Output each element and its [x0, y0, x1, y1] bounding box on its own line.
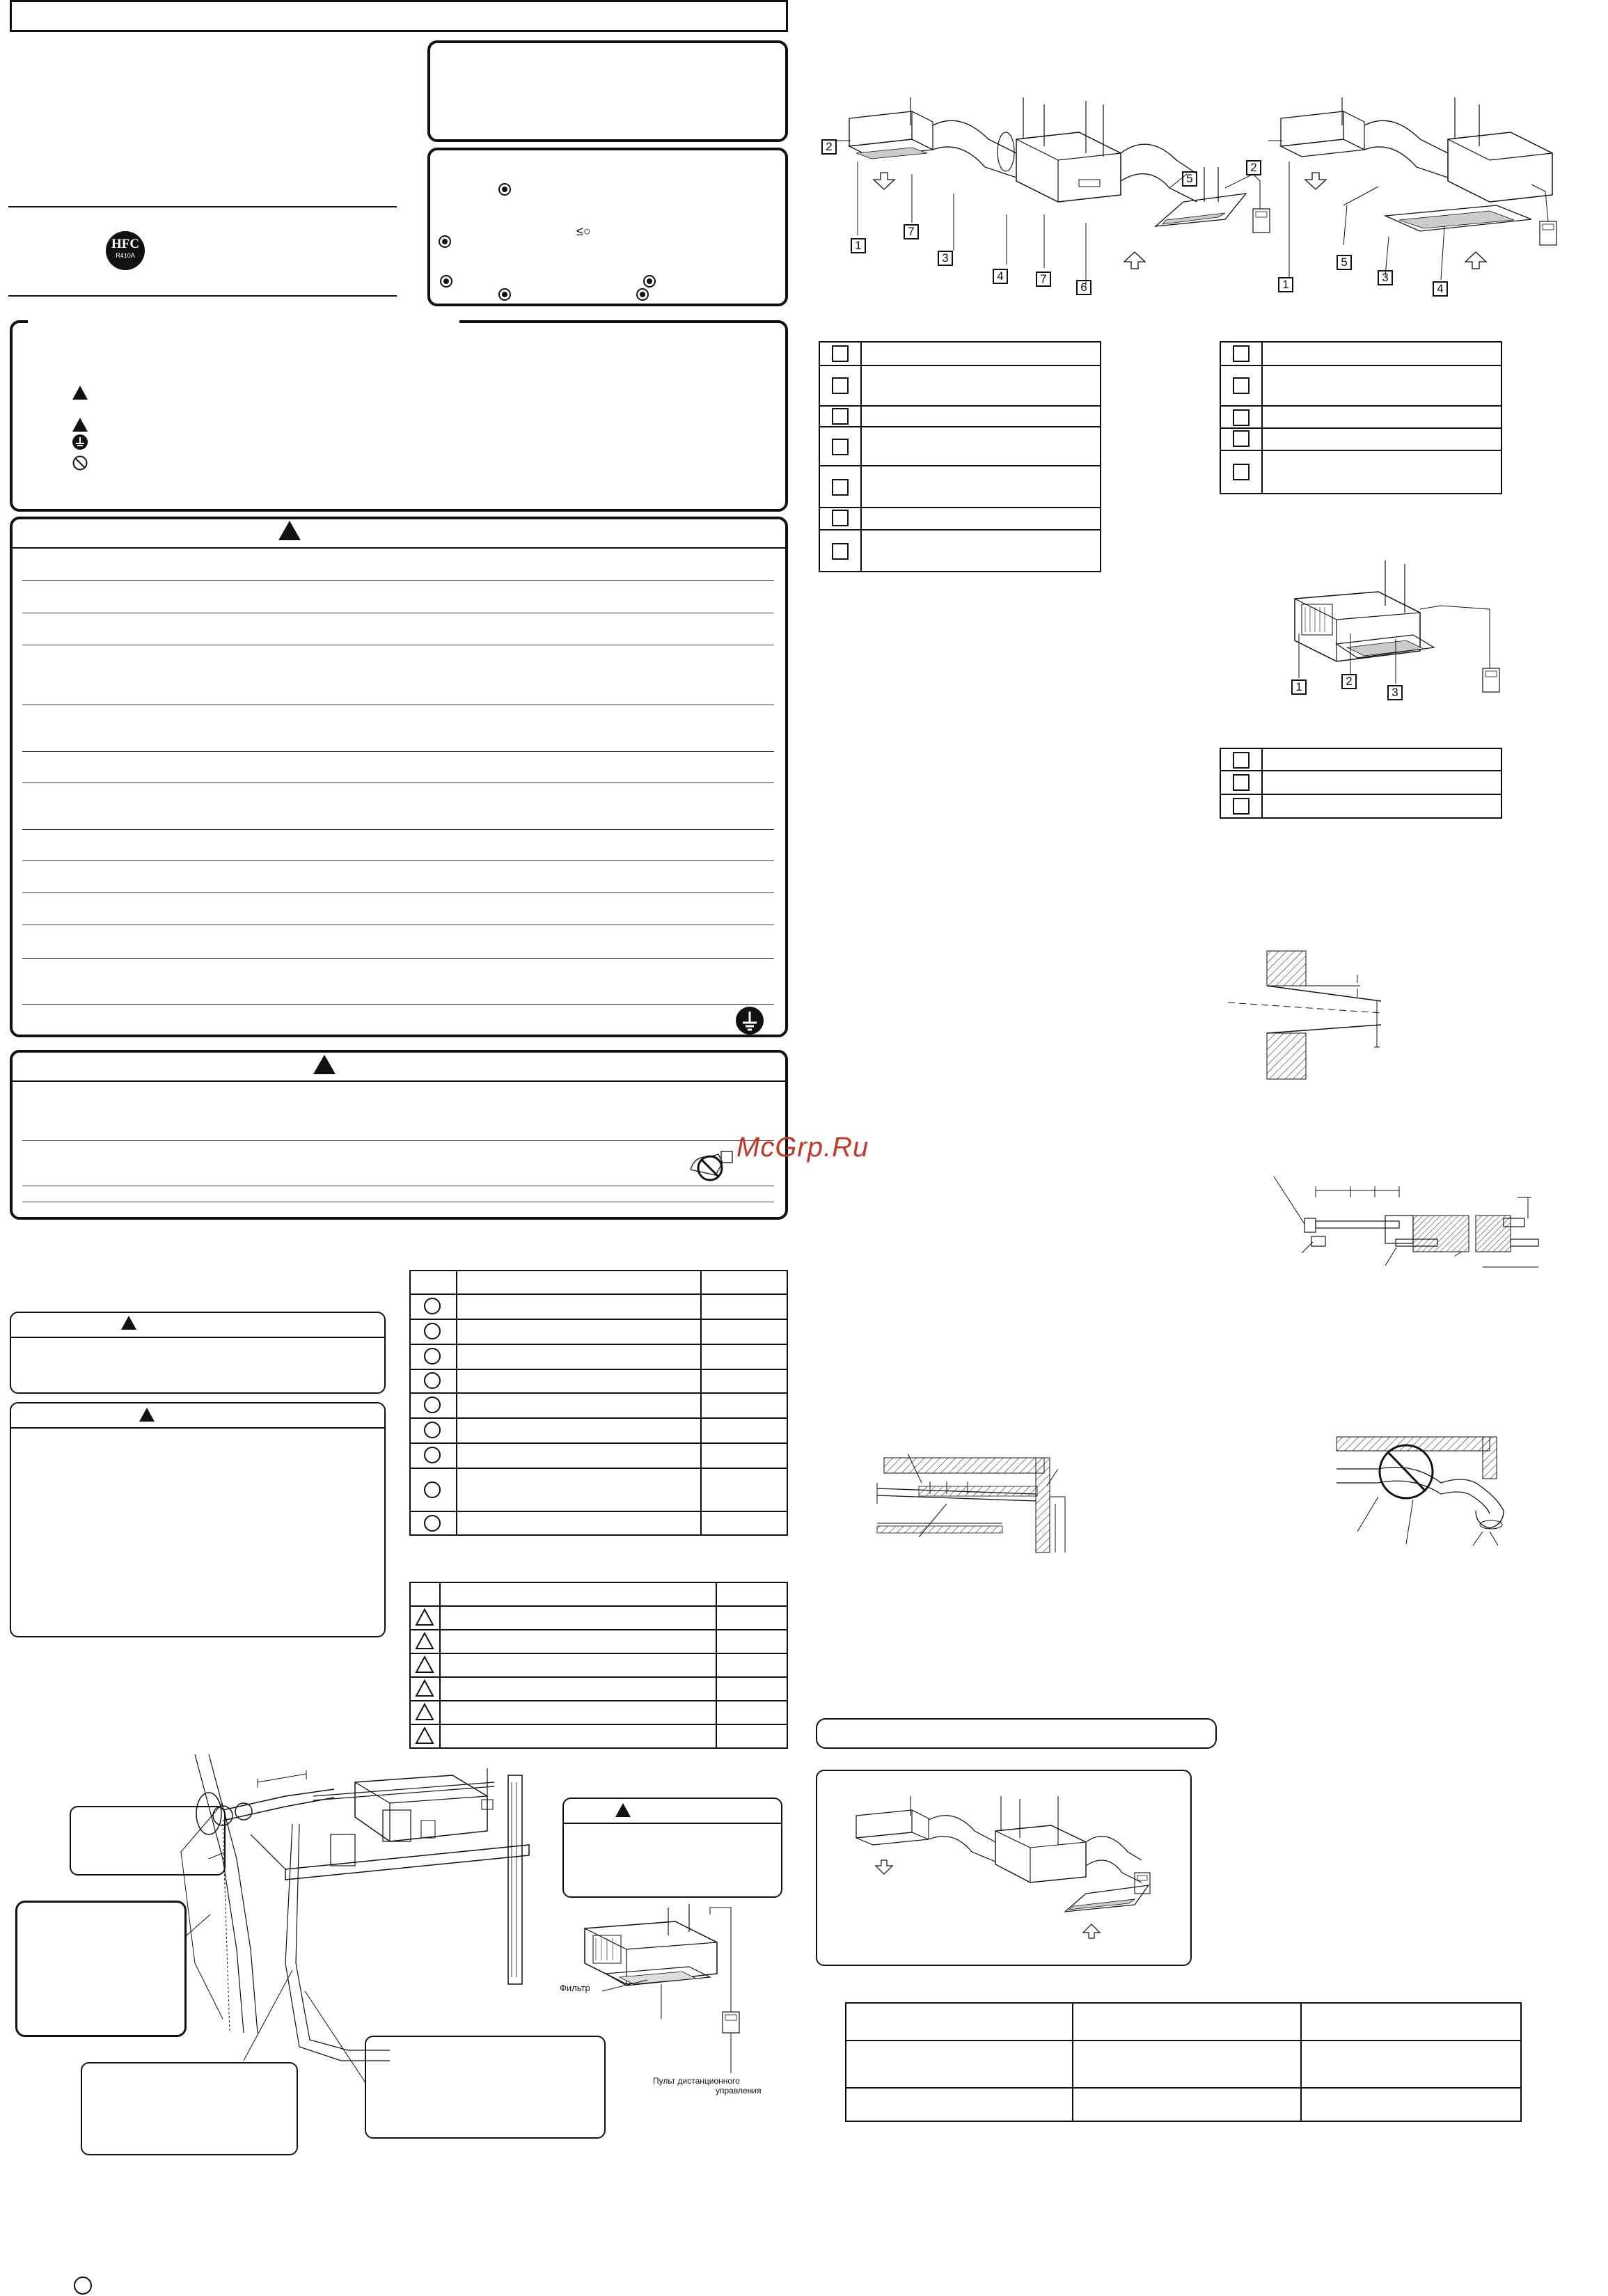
warning-box [10, 517, 788, 1037]
install-caution-header-line [563, 1823, 782, 1824]
no-water-icon [688, 1142, 736, 1184]
row-marker-square [1233, 752, 1250, 769]
table-row-line [1220, 770, 1502, 771]
drain-pipe-incorrect-diagram [1337, 1427, 1518, 1546]
table-col-divider [860, 341, 862, 572]
table-row-line [845, 2040, 1522, 2041]
notice-box-top [427, 40, 788, 142]
callout-number: 3 [1378, 270, 1393, 285]
wall-pipe-slope-diagram [1228, 947, 1395, 1086]
earth-ground-icon [72, 434, 88, 450]
legend-tab-gap [28, 317, 459, 324]
table-row-line [409, 1676, 788, 1678]
header-title-box [10, 0, 788, 32]
installation-scene-diagram [181, 1754, 571, 2116]
unit-filter-diagram [571, 1908, 752, 2075]
table-row-line [1220, 794, 1502, 795]
table-row-line [819, 529, 1101, 530]
target-symbol-icon [498, 183, 511, 196]
drain-pipe-correct-diagram [863, 1448, 1072, 1552]
row-marker-square [832, 377, 849, 394]
callout-number: 1 [851, 238, 866, 253]
callout-number: 7 [904, 224, 919, 239]
table-row-line [1220, 405, 1502, 407]
warning-triangle-icon [121, 1316, 136, 1330]
table-row-line [409, 1442, 788, 1444]
row-marker-square [1233, 377, 1250, 394]
table-row-line [409, 1511, 788, 1512]
warning-header-icon [278, 521, 301, 540]
section-heading-box [816, 1718, 1217, 1749]
target-symbol-icon [439, 235, 451, 248]
row-divider [22, 1140, 774, 1141]
caution-triangle-icon [139, 1408, 155, 1422]
row-marker-square [832, 439, 849, 455]
table-row-line [819, 365, 1101, 366]
divider [8, 206, 397, 207]
small-warning-box [10, 1312, 386, 1394]
prohibited-icon [72, 455, 88, 471]
callout-number: 3 [938, 251, 953, 266]
divider [8, 295, 397, 297]
callout-number: 4 [1433, 281, 1448, 297]
row-marker-triangles [411, 1605, 439, 1752]
small-caution-header-line [10, 1427, 385, 1429]
small-caution-box [10, 1402, 386, 1637]
table-row-line [409, 1392, 788, 1394]
table-row-line [409, 1417, 788, 1419]
table-col-divider [1261, 748, 1263, 819]
row-marker-square [832, 479, 849, 496]
table-col-divider [1261, 341, 1263, 494]
callout-number: 5 [1337, 255, 1352, 270]
row-marker-square [1233, 798, 1250, 815]
row-marker-square [832, 543, 849, 560]
table-row-line [409, 1468, 788, 1469]
hfc-logo [106, 231, 145, 270]
table-col-divider [1300, 2002, 1302, 2122]
target-symbol-icon [643, 275, 656, 288]
row-marker-circle [424, 1372, 441, 1389]
notice-box-symbols [427, 148, 788, 306]
row-divider [22, 958, 774, 959]
row-marker-square [1233, 430, 1250, 447]
row-marker-square [1233, 409, 1250, 426]
warning-header-line [11, 547, 787, 549]
table-row-line [409, 1369, 788, 1370]
table-row-line [409, 1653, 788, 1654]
indoor-unit-diagram [1281, 557, 1504, 703]
ducted-unit-diagram-c [842, 1796, 1162, 1942]
callout-number: 5 [1182, 171, 1197, 187]
callout-number: 3 [1387, 685, 1403, 700]
row-divider [22, 860, 774, 861]
callout-number: 2 [1246, 160, 1261, 175]
table-row-line [1220, 450, 1502, 451]
callout-number: 7 [1036, 272, 1051, 287]
row-divider [22, 580, 774, 581]
table-col-divider [456, 1270, 457, 1536]
row-marker-circle [424, 1298, 441, 1314]
install-caution-box [562, 1798, 782, 1898]
table-row-line [1220, 427, 1502, 429]
remote-label-line2: управления [716, 2086, 762, 2096]
caution-header-line [11, 1080, 787, 1082]
safety-legend-box [10, 320, 788, 512]
symbol-text: ≤○ [576, 224, 591, 238]
row-marker-square [832, 408, 849, 425]
earth-ground-icon [736, 1007, 764, 1035]
caution-header-icon [313, 1055, 336, 1074]
callout-number: 4 [993, 269, 1008, 284]
row-marker-circle [424, 1481, 441, 1498]
table-row-line [409, 1344, 788, 1345]
table-row-line [409, 1294, 788, 1295]
caution-box [10, 1050, 788, 1220]
ducted-unit-diagram-a [807, 97, 1239, 299]
row-divider [22, 751, 774, 752]
hfc-logo-subtext: R410A [116, 252, 135, 259]
target-symbol-icon [440, 275, 452, 288]
table-col-divider [700, 1270, 702, 1536]
filter-label: Фильтр [560, 1983, 590, 1993]
table-row-line [409, 1319, 788, 1320]
caution-triangle-icon [72, 418, 88, 432]
table-row-line [409, 1724, 788, 1725]
accessories-table [409, 1270, 788, 1536]
table-row-line [819, 426, 1101, 427]
hfc-logo-text: HFC [111, 237, 140, 251]
target-symbol-icon [636, 288, 649, 301]
callout-number: 2 [821, 139, 837, 155]
note-box-2 [15, 1901, 187, 2037]
ducted-unit-diagram-b [1239, 97, 1559, 299]
watermark-text: McGrp.Ru [736, 1132, 869, 1163]
row-marker-square [832, 345, 849, 362]
table-row-line [1220, 365, 1502, 366]
table-row-line [819, 507, 1101, 508]
row-marker-square [1233, 774, 1250, 791]
remote-label-line1: Пульт дистанционного [653, 2076, 740, 2086]
callout-number: 6 [1076, 280, 1091, 295]
callout-number: 1 [1291, 679, 1307, 695]
target-symbol-icon [498, 288, 511, 301]
small-warning-header-line [10, 1337, 385, 1338]
row-marker-circle [424, 1515, 441, 1532]
table-row-line [409, 1605, 788, 1607]
caution-triangle-icon [615, 1803, 631, 1817]
row-marker-circle [424, 1348, 441, 1365]
table-row-line [409, 1629, 788, 1630]
table-row-line [819, 405, 1101, 407]
flare-pipe-diagram [1274, 1170, 1538, 1267]
table-row-line [819, 465, 1101, 466]
row-marker-circle [424, 1323, 441, 1339]
callout-number: 1 [1278, 277, 1293, 292]
page-marker-circle [74, 2277, 92, 2295]
row-divider [22, 1004, 774, 1005]
row-marker-square [1233, 345, 1250, 362]
row-marker-circle [424, 1422, 441, 1438]
spec-table [845, 2002, 1522, 2122]
callout-number: 2 [1341, 674, 1357, 689]
row-marker-circle [424, 1447, 441, 1463]
table-col-divider [1072, 2002, 1073, 2122]
warning-triangle-icon [72, 386, 88, 400]
row-marker-circle [424, 1397, 441, 1413]
row-marker-square [832, 510, 849, 526]
row-marker-square [1233, 464, 1250, 480]
table-row-line [409, 1700, 788, 1701]
table-row-line [845, 2087, 1522, 2089]
row-divider [22, 829, 774, 830]
